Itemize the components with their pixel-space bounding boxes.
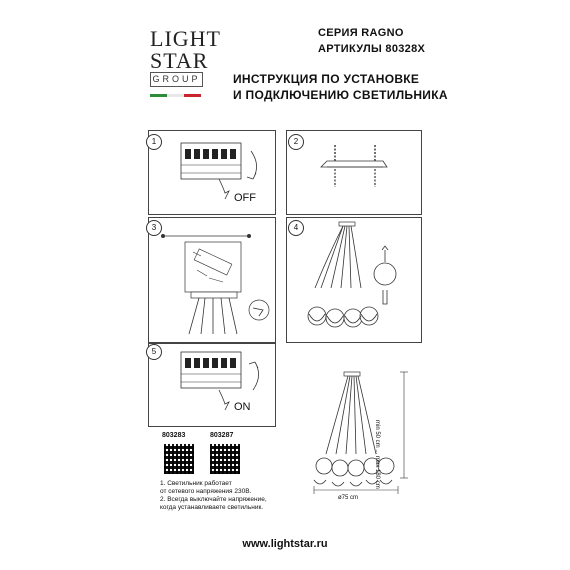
chandelier-assembly-illustration <box>287 218 421 342</box>
series-title: СЕРИЯ RAGNO <box>318 27 404 39</box>
article-code-2: 803287 <box>210 432 234 439</box>
mounting-bar-illustration <box>287 131 421 214</box>
website-url[interactable]: www.lightstar.ru <box>242 538 328 550</box>
height-dimension-label: min 50 cm ... max 180 cm <box>374 420 380 489</box>
logo-line-star: STAR <box>150 48 209 73</box>
note-line-4: когда устанавливаете светильник. <box>160 504 264 511</box>
note-line-3: 2. Всегда выключайте напряжение, <box>160 496 267 503</box>
flag-white-stripe <box>167 94 184 97</box>
step-1-number: 1 <box>146 134 162 150</box>
note-line-1: 1. Светильник работает <box>160 480 232 487</box>
logo-line-light: LIGHT <box>150 26 221 51</box>
diameter-dimension-label: ø75 cm <box>338 495 359 501</box>
breaker-on-illustration <box>149 344 275 426</box>
step-5-number: 5 <box>146 344 162 360</box>
step-3-number: 3 <box>146 220 162 236</box>
qr-code-1 <box>164 444 194 474</box>
step-2-panel <box>286 130 422 215</box>
articles-title: АРТИКУЛЫ 80328X <box>318 43 426 55</box>
step-5-panel <box>148 343 276 427</box>
step-2-number: 2 <box>288 134 304 150</box>
flag-green-stripe <box>150 94 167 97</box>
logo-group: GROUP <box>150 72 203 87</box>
note-line-2: от сетевого напряжения 230В. <box>160 488 252 495</box>
instruction-title-line2: И ПОДКЛЮЧЕНИЮ СВЕТИЛЬНИКА <box>233 88 448 102</box>
off-label: OFF <box>234 192 256 204</box>
article-code-1: 803283 <box>162 432 186 439</box>
step-3-panel <box>148 217 276 343</box>
step-4-panel <box>286 217 422 343</box>
dimension-drawing <box>300 366 420 506</box>
qr-code-2 <box>210 444 240 474</box>
breaker-panel-illustration <box>149 131 275 214</box>
flag-red-stripe <box>184 94 201 97</box>
step-1-panel <box>148 130 276 215</box>
step-4-number: 4 <box>288 220 304 236</box>
instruction-title-line1: ИНСТРУКЦИЯ ПО УСТАНОВКЕ <box>233 72 420 86</box>
wiring-illustration <box>149 218 275 342</box>
on-label: ON <box>234 401 251 413</box>
